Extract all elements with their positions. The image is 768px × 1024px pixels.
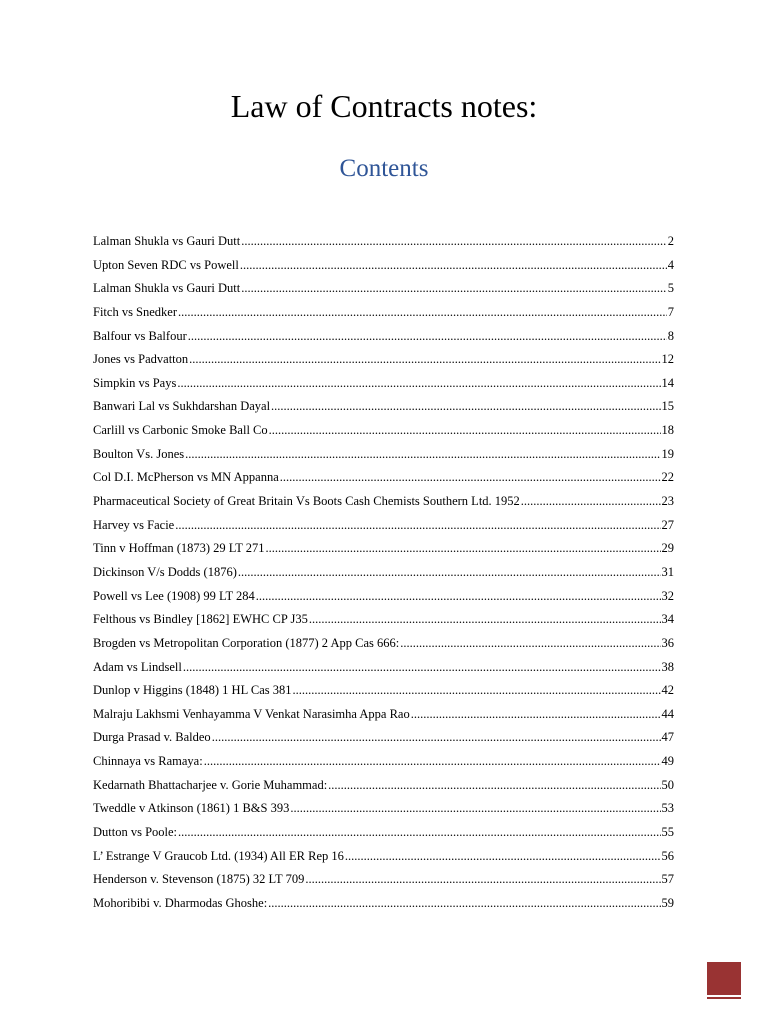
toc-dot-leader: [178, 821, 660, 845]
toc-dot-leader: [269, 419, 661, 443]
toc-entry-page-number[interactable]: 5: [667, 281, 674, 296]
toc-entry-title[interactable]: Adam vs Lindsell: [93, 659, 182, 674]
toc-entry[interactable]: [93, 419, 674, 443]
toc-entry-title[interactable]: Lalman Shukla vs Gauri Dutt: [93, 281, 241, 296]
toc-entry[interactable]: [93, 277, 674, 301]
toc-entry-title[interactable]: Harvey vs Facie: [93, 517, 175, 532]
toc-entry-title[interactable]: Col D.I. McPherson vs MN Appanna: [93, 470, 279, 485]
toc-dot-leader: [188, 325, 667, 349]
toc-entry-title[interactable]: Pharmaceutical Society of Great Britain Vs Boots Cash Chemists Southern Ltd. 1952: [93, 494, 520, 509]
toc-dot-leader: [271, 395, 660, 419]
toc-entry[interactable]: [93, 466, 674, 490]
toc-entry-page-number[interactable]: 27: [661, 517, 674, 532]
toc-entry-page-number[interactable]: 59: [661, 895, 674, 910]
toc-entry-title[interactable]: Chinnaya vs Ramaya:: [93, 754, 203, 769]
toc-entry-page-number[interactable]: 19: [661, 446, 674, 461]
toc-entry-page-number[interactable]: 50: [661, 777, 674, 792]
toc-entry[interactable]: [93, 325, 674, 349]
toc-entry[interactable]: [93, 301, 674, 325]
toc-entry-page-number[interactable]: 22: [661, 470, 674, 485]
toc-entry[interactable]: [93, 632, 674, 656]
toc-entry-title[interactable]: Upton Seven RDC vs Powell: [93, 257, 239, 272]
toc-entry[interactable]: [93, 395, 674, 419]
toc-entry[interactable]: [93, 608, 674, 632]
toc-dot-leader: [268, 892, 660, 916]
toc-entry-page-number[interactable]: 18: [661, 423, 674, 438]
toc-entry-title[interactable]: Mohoribibi v. Dharmodas Ghoshe:: [93, 895, 268, 910]
toc-dot-leader: [290, 797, 660, 821]
toc-dot-leader: [280, 466, 661, 490]
toc-entry[interactable]: [93, 585, 674, 609]
toc-entry[interactable]: [93, 514, 674, 538]
toc-entry-page-number[interactable]: 42: [661, 683, 674, 698]
page-corner-marker: [707, 962, 741, 995]
toc-dot-leader: [189, 348, 660, 372]
toc-dot-leader: [411, 703, 661, 727]
toc-entry[interactable]: [93, 679, 674, 703]
toc-entry[interactable]: [93, 892, 674, 916]
toc-entry-title[interactable]: Jones vs Padvatton: [93, 352, 189, 367]
toc-entry[interactable]: [93, 656, 674, 680]
toc-entry-page-number[interactable]: 7: [667, 304, 674, 319]
toc-entry-page-number[interactable]: 57: [661, 872, 674, 887]
contents-heading: Contents: [339, 155, 429, 182]
toc-entry-page-number[interactable]: 32: [661, 588, 674, 603]
toc-dot-leader: [204, 750, 661, 774]
table-of-contents: [93, 230, 674, 916]
toc-entry-page-number[interactable]: 44: [661, 706, 674, 721]
toc-entry[interactable]: [93, 443, 674, 467]
toc-entry-title[interactable]: Henderson v. Stevenson (1875) 32 LT 709: [93, 872, 305, 887]
toc-dot-leader: [241, 230, 667, 254]
toc-dot-leader: [178, 301, 667, 325]
toc-entry[interactable]: [93, 348, 674, 372]
toc-dot-leader: [521, 490, 661, 514]
toc-dot-leader: [238, 561, 661, 585]
toc-entry-title[interactable]: Simpkin vs Pays: [93, 375, 177, 390]
toc-entry-title[interactable]: Kedarnath Bhattacharjee v. Gorie Muhammad:: [93, 777, 328, 792]
toc-dot-leader: [345, 845, 661, 869]
toc-entry-title[interactable]: Powell vs Lee (1908) 99 LT 284: [93, 588, 255, 603]
toc-dot-leader: [328, 774, 660, 798]
toc-entry[interactable]: [93, 490, 674, 514]
toc-entry[interactable]: [93, 726, 674, 750]
toc-entry[interactable]: [93, 750, 674, 774]
document-title: Law of Contracts notes:: [230, 88, 538, 124]
toc-entry-title[interactable]: Dunlop v Higgins (1848) 1 HL Cas 381: [93, 683, 292, 698]
toc-entry-title[interactable]: Brogden vs Metropolitan Corporation (1877) 2 App Cas 666:: [93, 635, 400, 650]
toc-dot-leader: [185, 443, 660, 467]
toc-entry-page-number[interactable]: 34: [661, 612, 674, 627]
toc-entry-page-number[interactable]: 29: [661, 541, 674, 556]
toc-entry-page-number[interactable]: 12: [661, 352, 674, 367]
toc-entry-page-number[interactable]: 55: [661, 825, 674, 840]
toc-entry-page-number[interactable]: 31: [661, 564, 674, 579]
toc-dot-leader: [241, 277, 667, 301]
toc-entry[interactable]: [93, 230, 674, 254]
toc-entry-page-number[interactable]: 15: [661, 399, 674, 414]
toc-entry[interactable]: [93, 561, 674, 585]
toc-entry-title[interactable]: Malraju Lakhsmi Venhayamma V Venkat Narasimha Appa Rao: [93, 706, 410, 721]
toc-dot-leader: [293, 679, 661, 703]
toc-entry[interactable]: [93, 821, 674, 845]
toc-entry[interactable]: [93, 372, 674, 396]
toc-entry-page-number[interactable]: 49: [661, 754, 674, 769]
toc-entry-title[interactable]: Durga Prasad v. Baldeo: [93, 730, 211, 745]
toc-entry-title[interactable]: Banwari Lal vs Sukhdarshan Dayal: [93, 399, 271, 414]
toc-entry[interactable]: [93, 845, 674, 869]
toc-entry-title[interactable]: Fitch vs Snedker: [93, 304, 178, 319]
toc-entry-page-number[interactable]: 36: [661, 635, 674, 650]
toc-dot-leader: [309, 608, 661, 632]
toc-entry-title[interactable]: Balfour vs Balfour: [93, 328, 187, 343]
toc-dot-leader: [240, 254, 667, 278]
toc-entry[interactable]: [93, 868, 674, 892]
toc-dot-leader: [175, 514, 660, 538]
toc-entry-page-number[interactable]: 47: [661, 730, 674, 745]
toc-entry-page-number[interactable]: 14: [661, 375, 674, 390]
toc-entry-title[interactable]: Tweddle v Atkinson (1861) 1 B&S 393: [93, 801, 290, 816]
toc-entry-title[interactable]: Dutton vs Poole:: [93, 825, 178, 840]
toc-entry-page-number[interactable]: 23: [661, 494, 674, 509]
toc-dot-leader: [305, 868, 660, 892]
toc-entry-page-number[interactable]: 38: [661, 659, 674, 674]
toc-entry-title[interactable]: L’ Estrange V Graucob Ltd. (1934) All ER Rep 16: [93, 848, 344, 863]
page-corner-marker-underline: [707, 997, 741, 999]
toc-dot-leader: [256, 585, 661, 609]
toc-dot-leader: [183, 656, 661, 680]
toc-entry[interactable]: [93, 254, 674, 278]
toc-entry-page-number[interactable]: 4: [667, 257, 674, 272]
toc-entry-title[interactable]: Boulton Vs. Jones: [93, 446, 185, 461]
toc-entry-page-number[interactable]: 2: [667, 234, 674, 248]
toc-entry-title[interactable]: Tinn v Hoffman (1873) 29 LT 271: [93, 541, 265, 556]
toc-entry-title[interactable]: Carlill vs Carbonic Smoke Ball Co: [93, 423, 268, 438]
toc-dot-leader: [212, 726, 661, 750]
toc-entry[interactable]: [93, 797, 674, 821]
toc-entry-page-number[interactable]: 56: [661, 848, 674, 863]
toc-entry[interactable]: [93, 537, 674, 561]
toc-entry-title[interactable]: Felthous vs Bindley [1862] EWHC CP J35: [93, 612, 308, 627]
toc-dot-leader: [177, 372, 660, 396]
toc-entry-title[interactable]: Dickinson V/s Dodds (1876): [93, 564, 237, 579]
toc-dot-leader: [400, 632, 660, 656]
toc-entry[interactable]: [93, 774, 674, 798]
toc-entry-page-number[interactable]: 53: [661, 801, 674, 816]
toc-entry-page-number[interactable]: 8: [667, 328, 674, 343]
toc-entry[interactable]: [93, 703, 674, 727]
toc-entry-title[interactable]: Lalman Shukla vs Gauri Dutt: [93, 234, 241, 248]
toc-dot-leader: [266, 537, 661, 561]
